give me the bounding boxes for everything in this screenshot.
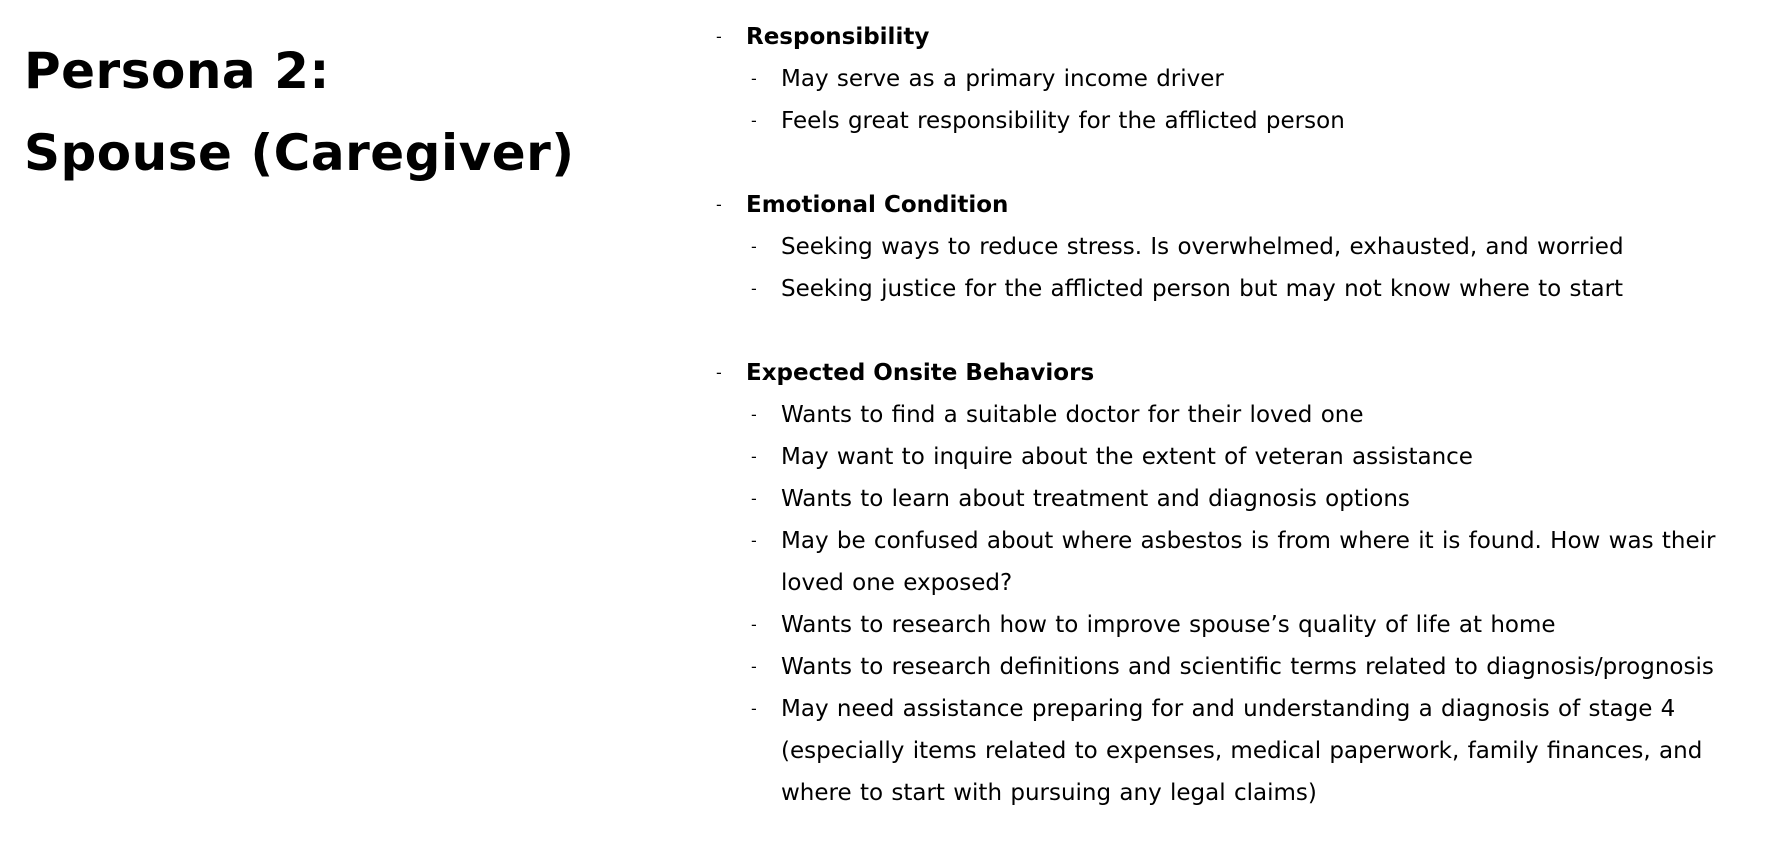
list-item [716, 58, 1756, 100]
bullet-dash: - [751, 699, 757, 718]
bullet-dash: - [751, 69, 757, 88]
section-heading [716, 184, 1756, 226]
section-responsibility [716, 16, 1756, 142]
title-line-persona: Persona 2: [24, 42, 330, 100]
bullet-dash: - [716, 27, 722, 46]
list-item-text: May serve as a primary income driver [781, 66, 1224, 92]
bullet-dash: - [751, 279, 757, 298]
page-title [24, 30, 664, 194]
list-item-text: Wants to research definitions and scientific terms related to diagnosis/prognosis [781, 654, 1714, 680]
list-item-text: Wants to learn about treatment and diagnosis options [781, 486, 1410, 512]
bullet-dash: - [751, 615, 757, 634]
bullet-dash: - [751, 405, 757, 424]
bullet-list [716, 394, 1756, 814]
list-item-text: Wants to find a suitable doctor for their loved one [781, 402, 1364, 428]
list-item-text: May want to inquire about the extent of veteran assistance [781, 444, 1473, 470]
list-item [716, 646, 1756, 688]
list-item [716, 520, 1756, 604]
list-item-text: Feels great responsibility for the afflicted person [781, 108, 1345, 134]
section-expected-onsite-behaviors [716, 352, 1756, 814]
bullet-list [716, 58, 1756, 142]
section-heading [716, 352, 1756, 394]
list-item [716, 478, 1756, 520]
section-emotional-condition [716, 184, 1756, 310]
list-item [716, 226, 1756, 268]
list-item [716, 394, 1756, 436]
section-heading-label: Responsibility [746, 24, 930, 50]
section-heading-label: Expected Onsite Behaviors [746, 360, 1095, 386]
bullet-dash: - [751, 447, 757, 466]
section-heading [716, 16, 1756, 58]
bullet-dash: - [716, 195, 722, 214]
list-item-text: May be confused about where asbestos is from where it is found. How was their loved one exposed? [781, 528, 1716, 596]
list-item-text: Seeking justice for the afflicted person but may not know where to start [781, 276, 1624, 302]
list-item-text: Seeking ways to reduce stress. Is overwhelmed, exhausted, and worried [781, 234, 1624, 260]
persona-details [716, 16, 1756, 856]
list-item-text: Wants to research how to improve spouse’s quality of life at home [781, 612, 1556, 638]
list-item [716, 604, 1756, 646]
list-item [716, 100, 1756, 142]
list-item [716, 436, 1756, 478]
bullet-dash: - [751, 531, 757, 550]
bullet-dash: - [751, 111, 757, 130]
bullet-dash: - [751, 237, 757, 256]
bullet-list [716, 226, 1756, 310]
list-item [716, 268, 1756, 310]
bullet-dash: - [716, 363, 722, 382]
title-line-role: Spouse (Caregiver) [24, 124, 575, 182]
bullet-dash: - [751, 657, 757, 676]
bullet-dash: - [751, 489, 757, 508]
list-item [716, 688, 1756, 814]
list-item-text: May need assistance preparing for and understanding a diagnosis of stage 4 (especially items related to expenses, medical paperwork, family finances, and where to start with pursuing any legal claims) [781, 696, 1703, 806]
section-heading-label: Emotional Condition [746, 192, 1009, 218]
